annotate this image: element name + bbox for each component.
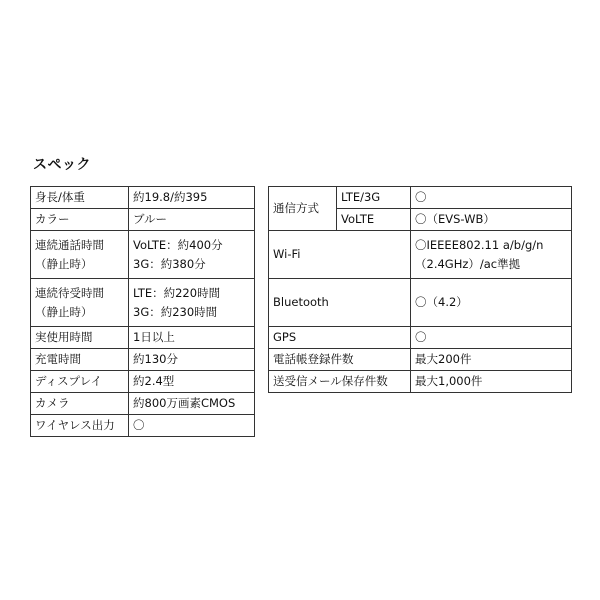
table-row <box>269 371 572 393</box>
table-row <box>31 231 255 279</box>
spec-value <box>129 279 255 327</box>
spec-label: Bluetooth <box>269 279 411 327</box>
spec-title: スペック <box>33 157 91 173</box>
table-row <box>269 279 572 327</box>
spec-value: 1日以上 <box>129 327 255 349</box>
spec-value: 〇 <box>129 415 255 437</box>
spec-value: 約800万画素CMOS <box>129 393 255 415</box>
table-row <box>269 327 572 349</box>
table-row <box>269 349 572 371</box>
spec-label-line: （静止時） <box>35 256 93 271</box>
spec-label: ディスプレイ <box>31 371 129 393</box>
spec-value: ブルー <box>129 209 255 231</box>
table-row <box>31 393 255 415</box>
spec-label: 電話帳登録件数 <box>269 349 411 371</box>
table-row <box>269 231 572 279</box>
table-row <box>31 279 255 327</box>
spec-label: カメラ <box>31 393 129 415</box>
spec-label: 通信方式 <box>269 187 337 231</box>
spec-label: カラー <box>31 209 129 231</box>
table-row <box>31 415 255 437</box>
spec-value <box>129 231 255 279</box>
spec-value-line: 3G：約380分 <box>133 256 206 271</box>
spec-label: 身長/体重 <box>31 187 129 209</box>
spec-sublabel: VoLTE <box>337 209 411 231</box>
spec-label: 実使用時間 <box>31 327 129 349</box>
table-row <box>31 327 255 349</box>
spec-label <box>31 279 129 327</box>
table-row <box>31 209 255 231</box>
spec-label: 充電時間 <box>31 349 129 371</box>
table-row <box>269 187 572 209</box>
spec-label: Wi-Fi <box>269 231 411 279</box>
spec-label-line: 連続通話時間 <box>35 238 104 253</box>
spec-value-line: 〇IEEEE802.11 a/b/g/n <box>415 238 544 253</box>
spec-value-line: LTE：約220時間 <box>133 286 221 301</box>
spec-value: 最大1,000件 <box>411 371 572 393</box>
spec-sublabel: LTE/3G <box>337 187 411 209</box>
spec-label: GPS <box>269 327 411 349</box>
spec-value-line: VoLTE：約400分 <box>133 238 223 253</box>
spec-label: 送受信メール保存件数 <box>269 371 411 393</box>
spec-value-line: （2.4GHz）/ac準拠 <box>415 256 521 271</box>
spec-value <box>411 231 572 279</box>
spec-label: ワイヤレス出力 <box>31 415 129 437</box>
spec-value: 約19.8/約395 <box>129 187 255 209</box>
spec-label-line: （静止時） <box>35 304 93 319</box>
spec-table-right <box>268 186 572 393</box>
table-row <box>31 371 255 393</box>
spec-value-line: 3G：約230時間 <box>133 304 218 319</box>
spec-value: 最大200件 <box>411 349 572 371</box>
spec-value: 〇（4.2） <box>411 279 572 327</box>
table-row <box>31 349 255 371</box>
spec-value: 〇（EVS-WB） <box>411 209 572 231</box>
spec-table-left <box>30 186 255 437</box>
spec-label <box>31 231 129 279</box>
spec-value: 〇 <box>411 187 572 209</box>
spec-value: 約2.4型 <box>129 371 255 393</box>
spec-value: 約130分 <box>129 349 255 371</box>
table-row <box>31 187 255 209</box>
spec-label-line: 連続待受時間 <box>35 286 104 301</box>
spec-value: 〇 <box>411 327 572 349</box>
